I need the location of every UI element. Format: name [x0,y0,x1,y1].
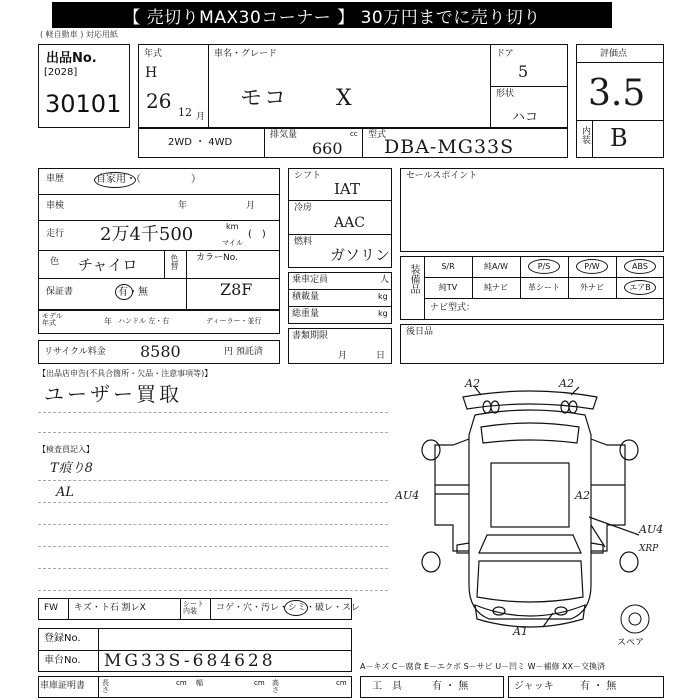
chassis-value: MG33S-684628 [104,651,276,671]
seat-label: シート内装 [183,600,204,615]
inspection-month: 月 [246,201,256,211]
exhibit-number: 30101 [45,90,122,118]
door-label: ドア [496,49,514,59]
equipment-item: 純TV [438,283,458,292]
score-label: 評価点 [600,49,628,59]
interior-label: 内装 [580,126,590,144]
year-value: 26 [146,89,172,113]
history-value: 自家用・（ ） [96,174,201,185]
header-banner: 【 売切りMAX30コーナー 】 30万円までに売り切り [52,2,612,28]
damage-mark-rear-right: A2 [559,377,574,390]
door-value: 5 [518,62,529,81]
post-items-label: 後日品 [406,327,434,337]
navi-label: ナビ型式： [430,303,476,313]
docs-day: 日 [376,351,386,361]
equipment-item: 純A/W [483,262,509,271]
aircon-value: AAC [334,215,365,231]
capacity-unit: 人 [380,275,390,285]
garage-cert-label: 車庫証明書 [40,681,86,691]
form-type-label: ( 軽自動車 ) 対応用紙 [40,30,118,39]
seat-items: コゲ・穴・汚レ・シミ・破レ・スレ [216,603,361,613]
damage-mark-left-door: AU4 [395,489,420,502]
shape-label: 形状 [496,89,515,99]
warranty-value: 有・無 [118,287,148,298]
cert-length-unit: cm [176,679,187,687]
load-label: 積載量 [292,292,320,302]
cert-length: 長さ [102,679,109,694]
equipment-item: 外ナビ [580,283,604,292]
handle-label: ハンドル 左・右 [118,317,170,325]
type-value: DBA-MG33S [384,136,515,158]
equipment-item: エアB [629,283,651,292]
score-value: 3.5 [588,73,646,114]
cert-height-unit: cm [336,679,347,687]
equipment-circle [528,259,560,274]
capacity-label: 乗車定員 [292,275,329,285]
equipment-item: 純ナビ [484,283,508,292]
fuel-value: ガソリン [330,246,391,264]
displacement-label: 排気量 [270,130,298,140]
color-code-value: Z8F [220,280,253,299]
damage-legend: A－キズ C－腐食 E－エクボ S－サビ U－凹ミ W－補修 XX－交換済 [360,662,606,671]
shape-value: ハコ [512,110,539,125]
displacement-value: 660 [312,139,343,158]
tools-label: 工 具 [372,681,402,692]
model-value: モコ X [240,86,354,111]
store-notes-value: ユーザー買取 [44,382,182,406]
jack-label: ジャッキ [514,681,554,692]
registration-label: 登録No. [44,633,81,644]
color-value: チャイロ [78,256,138,274]
inspector-notes-label: 【検査員記入】 [38,445,94,454]
docs-label: 書類期限 [292,331,329,341]
recycle-label: リサイクル料金 [44,347,106,357]
mileage-label: 走行 [46,229,65,239]
equipment-label: 装備品 [408,264,419,294]
equipment-circle [624,259,656,274]
tools-value: 有 ・ 無 [432,681,469,692]
equipment-item: ABS [632,262,648,271]
model-year-label: モデル年式 [42,312,63,327]
warranty-label: 保証書 [46,287,74,297]
equipment-circle [576,259,608,274]
store-notes-label: 【出品店申告(不具合箇所・欠品・注意事項等)】 [38,369,213,378]
mileage-km: km [226,222,239,231]
aircon-label: 冷房 [294,203,313,213]
equipment-item: 革シート [528,283,560,292]
damage-mark-rear-left: A2 [465,377,480,390]
equipment-item: P/W [584,262,600,271]
inspection-year: 年 [178,201,188,211]
mileage-mile: マイル [222,239,243,247]
exhibit-sub: [2028] [44,67,78,78]
jack-value: 有 ・ 無 [580,681,617,692]
recycle-value: 8580 [140,342,181,361]
damage-mark-right-front: AU4 [639,523,664,536]
color-change-label: 色替 [170,254,179,270]
exhibit-label: 出品No. [46,51,97,66]
equipment-item: S/R [441,262,455,271]
drive-label: 2WD ・ 4WD [168,137,233,148]
fw-items: キズ・ト石 割レX [74,603,146,613]
fuel-label: 燃料 [294,237,313,247]
car-diagram [395,375,665,645]
type-label: 型式 [368,130,387,140]
cert-width: 幅 [196,679,203,687]
damage-mark-front-fender: XRP [639,544,659,554]
equipment-circle [624,280,656,295]
color-label: 色 [50,257,60,267]
history-label: 車歴 [46,174,65,184]
equipment-item: P/S [537,262,551,271]
load-unit: kg [378,292,388,301]
recycle-unit: 円 預託済 [224,347,263,357]
sales-point-label: セールスポイント [406,171,478,181]
post-items-box [400,324,664,364]
damage-mark-right-door: A2 [575,489,590,502]
fw-label: FW [44,603,59,613]
garage-cert-row [38,676,352,698]
dealer-label: ディーラー・並行 [206,317,262,325]
inspection-label: 車検 [46,201,65,211]
month-value: 12 [178,106,192,119]
chassis-label: 車台No. [44,655,81,666]
shift-value: IAT [334,180,360,198]
month-unit: 月 [196,112,206,122]
year-era: H [145,65,158,81]
model-label: 車名・グレード [214,49,278,59]
spare-label: スペア [617,638,645,645]
mileage-paren: ( ) [248,229,266,240]
year-label: 年式 [144,49,163,59]
model-year-unit: 年 [104,317,112,326]
cert-width-unit: cm [254,679,265,687]
shift-label: シフト [294,171,322,181]
cert-height: 高さ [272,679,279,694]
weight-label: 総重量 [292,309,320,319]
damage-mark-front: A1 [513,625,528,638]
inspector-line2: AL [56,485,75,500]
displacement-unit: cc [350,130,358,138]
mileage-value: 2万4千500 [100,224,194,245]
color-code-label: カラーNo. [196,253,238,263]
docs-unit: 月 [338,351,348,361]
weight-unit: kg [378,309,388,318]
interior-value: B [610,124,628,152]
inspector-line1: T痕り8 [50,461,93,476]
